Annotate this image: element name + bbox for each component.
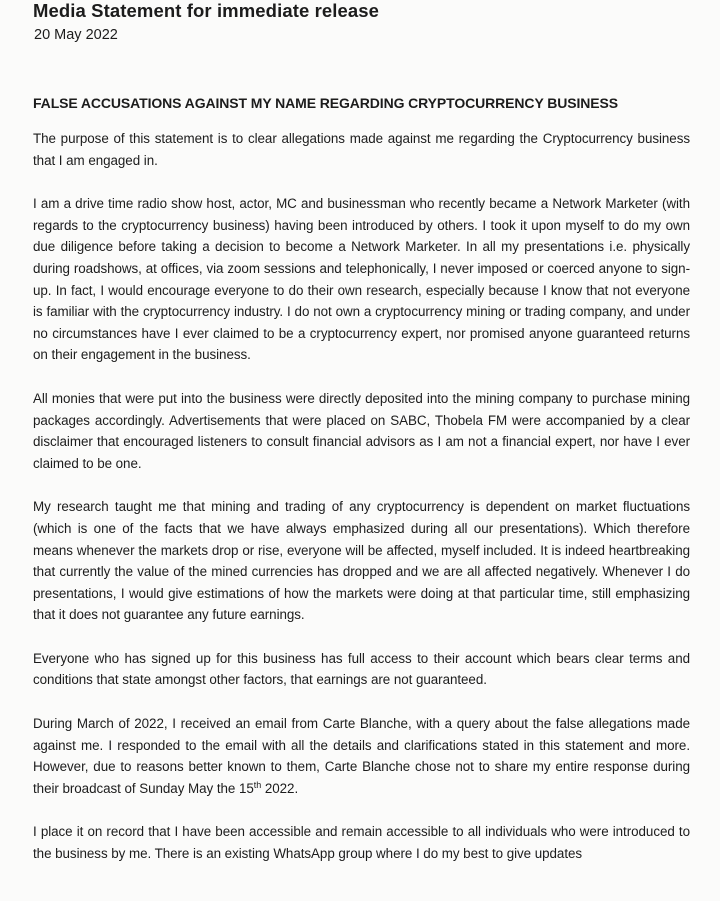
paragraph-carte-blanche-text: During March of 2022, I received an email from Carte Blanche, with a query about the false allegations made against me. I responded to the email with all the details and clarifications stated in this statement and more. However, due to reasons better known to them, Carte Blanche chose not to share my entire response during their broadcast of Sunday May the 15 <box>33 716 690 796</box>
statement-title: Media Statement for immediate release <box>33 0 380 21</box>
paragraph-carte-blanche-tail: 2022. <box>261 780 299 796</box>
statement-headline: FALSE ACCUSATIONS AGAINST MY NAME REGARDING CRYPTOCURRENCY BUSINESS <box>33 95 618 111</box>
paragraph-monies: All monies that were put into the business were directly deposited into the mining company to purchase mining packages accordingly. Advertisements that were placed on SABC, Thobela FM were accompanied by a clear disclaimer that encouraged listeners to consult financial advisors as I am not a financial expert, nor have I ever claimed to be one. <box>33 390 690 471</box>
paragraph-access: Everyone who has signed up for this business has full access to their account which bears clear terms and conditions that state amongst other factors, that earnings are not guaranteed. <box>33 650 690 688</box>
paragraph-accessible: I place it on record that I have been accessible and remain accessible to all individuals who were introduced to the business by me. There is an existing WhatsApp group where I do my best to give updates <box>33 824 690 862</box>
paragraph-carte-blanche <box>33 713 690 799</box>
paragraph-research: My research taught me that mining and trading of any cryptocurrency is dependent on market fluctuations (which is one of the facts that we have always emphasized during all our presentations). Which therefore means whenever the markets drop or rise, everyone will be affected, myself included. It is indeed heartbreaking that currently the value of the mined currencies has dropped and we are all affected negatively. Whenever I do presentations, I would give estimations of how the markets were doing at that particular time, still emphasizing that it does not guarantee any future earnings. <box>33 499 690 623</box>
paragraph-background: I am a drive time radio show host, actor, MC and businessman who recently became a Network Marketer (with regards to the cryptocurrency business) having been introduced by others. I took it upon myself to do my own due diligence before taking a decision to become a Network Marketer. In all my presentations i.e. physically during roadshows, at offices, via zoom sessions and telephonically, I never imposed or coerced anyone to sign-up. In fact, I would encourage everyone to do their own research, especially because I know that not everyone is familiar with the cryptocurrency industry. I do not own a cryptocurrency mining or trading company, and under no circumstances have I ever claimed to be a cryptocurrency expert, nor promised anyone guaranteed returns on their engagement in the business. <box>33 196 690 363</box>
paragraph-purpose: The purpose of this statement is to clear allegations made against me regarding the Cryptocurrency business that I am engaged in. <box>33 131 690 168</box>
statement-date: 20 May 2022 <box>34 27 118 43</box>
date-superscript: th <box>253 779 262 790</box>
